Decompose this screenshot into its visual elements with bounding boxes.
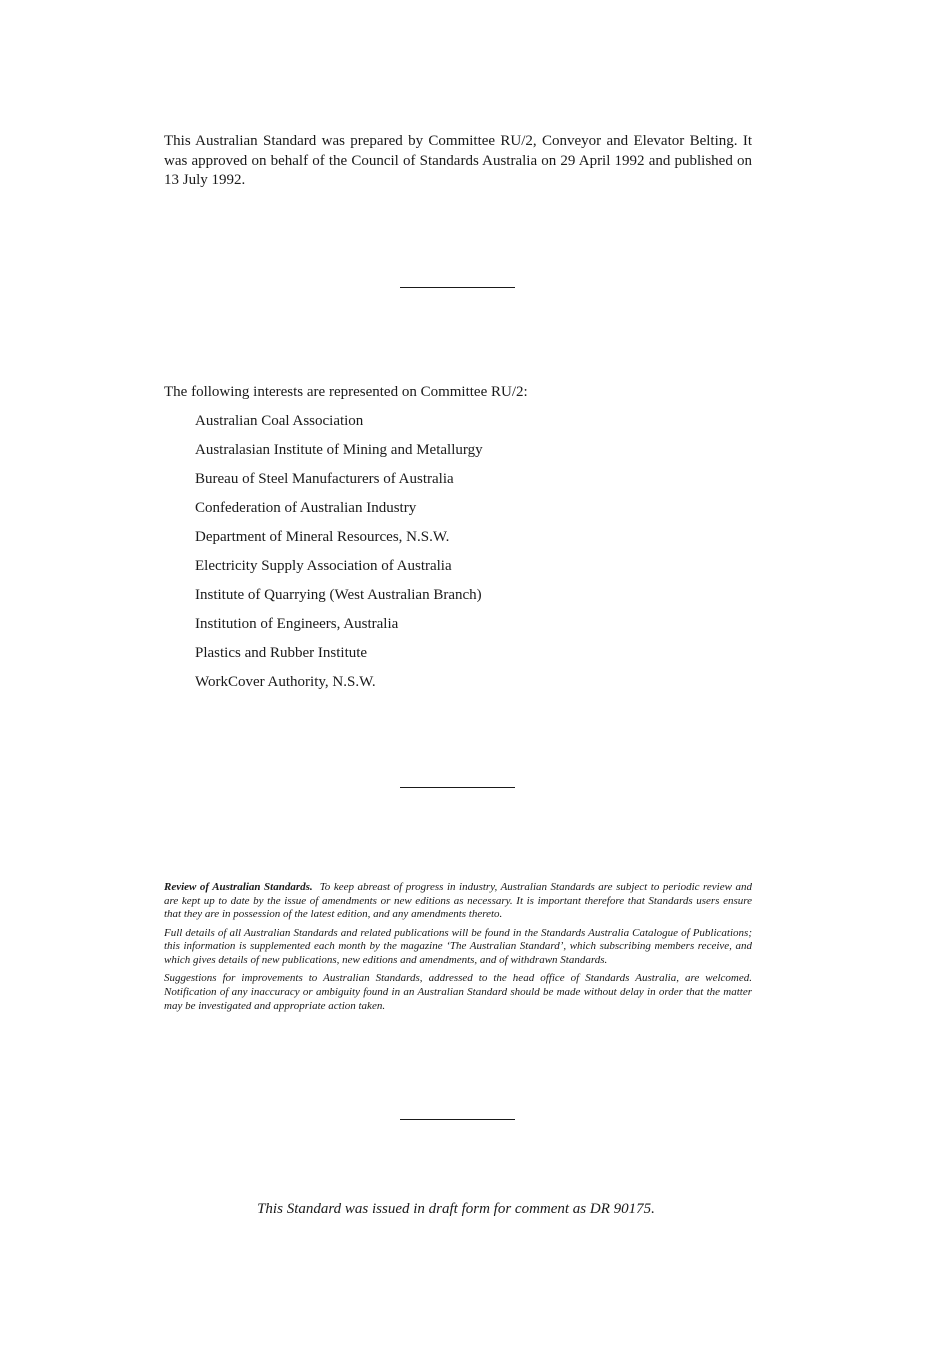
section-divider-2 (400, 787, 515, 788)
interest-item: Bureau of Steel Manufacturers of Australia (195, 471, 454, 487)
interests-intro: The following interests are represented on Committee RU/2: (164, 384, 528, 400)
review-paragraph-3: Suggestions for improvements to Australian Standards, addressed to the head office of Standards Australia, are welcomed. Notification of any inaccuracy or ambiguity found in an Australian Standard should be made without delay in order that the matter may be investigated and appropriate action taken. (164, 972, 752, 1012)
interest-item: Australasian Institute of Mining and Metallurgy (195, 442, 483, 458)
interest-item: Institution of Engineers, Australia (195, 616, 399, 632)
interest-item: WorkCover Authority, N.S.W. (195, 674, 376, 690)
interest-item: Electricity Supply Association of Australia (195, 558, 452, 574)
review-paragraph-1 (164, 881, 752, 922)
preparation-statement: This Australian Standard was prepared by Committee RU/2, Conveyor and Elevator Belting. It was approved on behalf of the Council of Standards Australia on 29 April 1992 and published on 13 July 1992. (164, 133, 752, 188)
interest-item: Confederation of Australian Industry (195, 500, 417, 516)
interest-item: Australian Coal Association (195, 413, 364, 429)
interests-list (164, 411, 752, 701)
interest-item: Department of Mineral Resources, N.S.W. (195, 529, 450, 545)
review-paragraph-2: Full details of all Australian Standards and related publications will be found in the Standards Australia Catalogue of Publications; this information is supplemented each month by the magazine ‘The Australian Standard’, which subscribing members receive, and which gives details of new publications, new editions and amendments, and of withdrawn Standards. (164, 926, 752, 967)
review-paragraph-1-text: To keep abreast of progress in industry, Australian Standards are subject to periodic review and are kept up to date by the issue of amendments or new editions as necessary. It is important therefore that Standards users ensure that they are in possession of the latest edition, and any amendments thereto. (164, 881, 752, 921)
review-notice (164, 881, 752, 1018)
draft-note: This Standard was issued in draft form for comment as DR 90175. (257, 1201, 655, 1217)
review-heading: Review of Australian Standards. (164, 881, 313, 893)
section-divider-1 (400, 287, 515, 288)
interest-item: Plastics and Rubber Institute (195, 645, 368, 661)
interest-item: Institute of Quarrying (West Australian Branch) (195, 587, 482, 603)
committee-interests (164, 382, 752, 701)
section-divider-3 (400, 1119, 515, 1120)
